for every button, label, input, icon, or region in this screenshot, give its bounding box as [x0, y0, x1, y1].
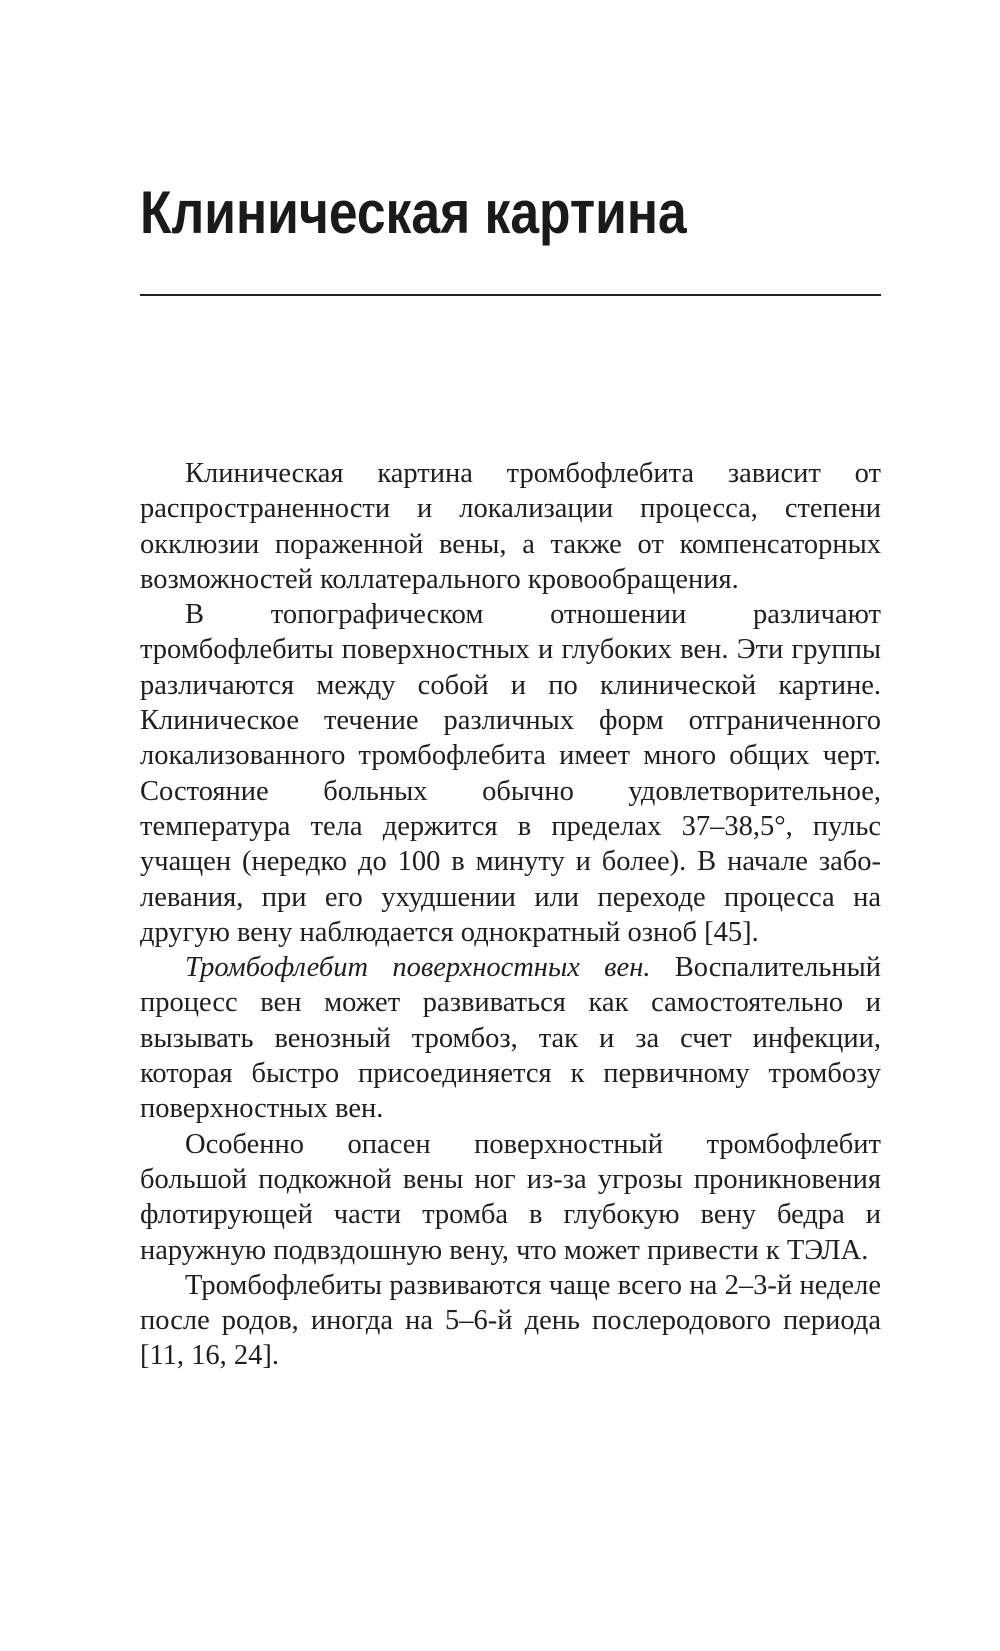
paragraph-great-saphenous-vein: Особенно опасен поверхностный тромбофлебит большой подкожной вены ног из-за угрозы проникновения флотирующей части тромба в глубокую вену бедра и наружную подвздошную вену, что может привести к ТЭЛА. [140, 1128, 881, 1266]
paragraph-clinical-picture: Клиническая картина тромбофлебита зависит от распространенности и локализации процесса, степени окклюзии пораженной вены, а также от компенсаторных возможностей коллатерального кровообращения. [140, 458, 881, 595]
paragraph-postpartum-onset: Тромбофлебиты развиваются чаще всего на 2–3-й неделе после родов, иногда на 5–6-й день послеродового периода [11, 16, 24]. [140, 1269, 881, 1372]
body-text [140, 456, 881, 1374]
chapter-title: Клиническая картина [140, 179, 687, 246]
paragraph-superficial-thrombophlebitis-text: Воспалительный процесс вен может развиваться как самостоятельно и вызывать венозный тромбоз, так и за счет инфекции, которая быстро присоединяется к первичному тромбозу поверхностных вен. [140, 952, 881, 1125]
italic-subheading: Тромбофлебит поверхностных вен. [185, 952, 651, 984]
paragraph-topographic-classification: В топографическом отношении различают тромбофлебиты поверхностных и глубоких вен. Эти группы различаются между собой и по клинической картине. Клиническое течение различных форм отграниченного локализованного тромбофлебита имеет много общих черт. Состояние больных обычно удовлетворительное, температура тела держится в пределах 37–38,5°, пульс учащен (нередко до 100 в минуту и более). В начале заболевания, при его ухудшении или переходе процесса на другую вену наблюдается однократный озноб [45]. [140, 599, 881, 948]
paragraph-superficial-thrombophlebitis [140, 950, 881, 1126]
title-underline-rule [140, 294, 881, 296]
